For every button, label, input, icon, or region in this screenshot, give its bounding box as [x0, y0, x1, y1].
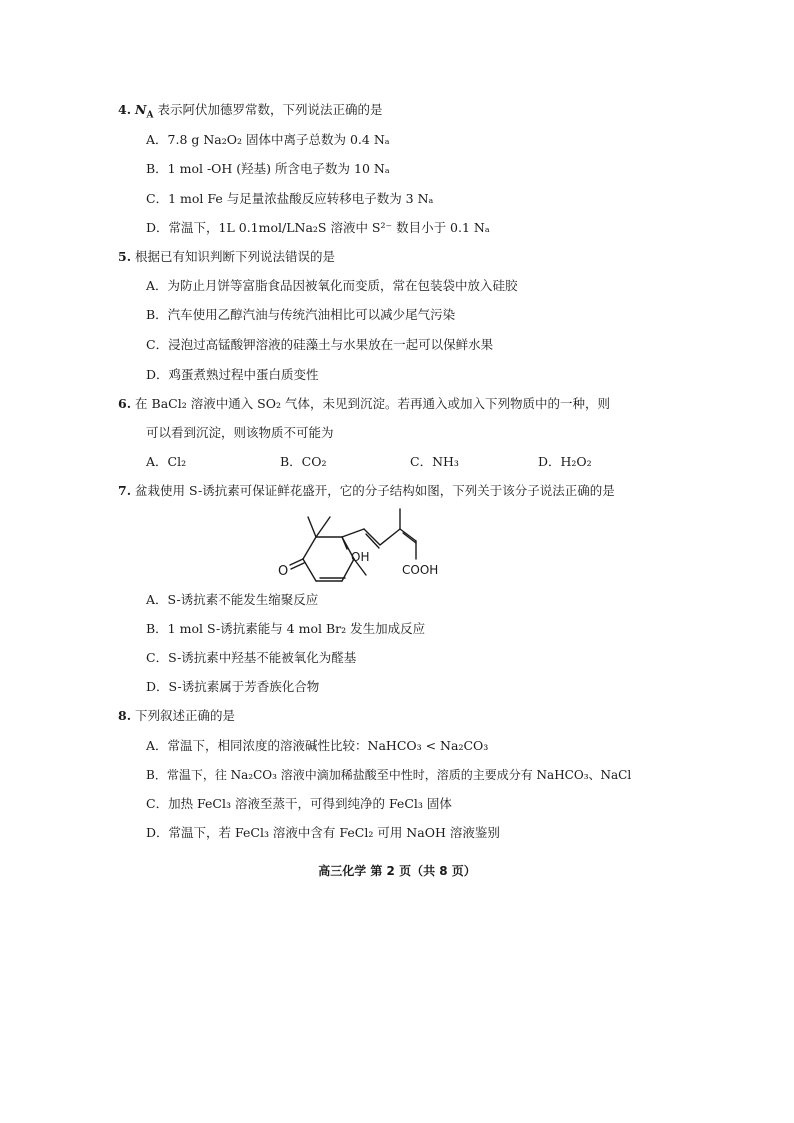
q7-option-b: B．1 mol S-诱抗素能与 4 mol Br₂ 发生加成反应	[146, 621, 426, 636]
q5-number: 5.	[118, 249, 132, 264]
q8-option-c: C．加热 FeCl₃ 溶液至蒸干，可得到纯净的 FeCl₃ 固体	[146, 796, 452, 811]
q8-stem-text: 下列叙述正确的是	[135, 708, 236, 723]
structure-oh-label: OH	[351, 550, 370, 564]
q6-option-a: A．Cl₂	[146, 454, 187, 469]
q8-number: 8.	[118, 708, 132, 723]
q7-stem-text: 盆栽使用 S-诱抗素可保证鲜花盛开，它的分子结构如图，下列关于该分子说法正确的是	[135, 483, 615, 498]
molecular-structure-diagram	[270, 505, 460, 593]
q4-stem	[118, 101, 382, 125]
q6-stem-line2: 可以看到沉淀，则该物质不可能为	[146, 425, 334, 440]
q5-stem	[118, 248, 335, 266]
q7-number: 7.	[118, 483, 132, 498]
q8-option-a: A．常温下，相同浓度的溶液碱性比较：NaHCO₃ < Na₂CO₃	[146, 738, 489, 753]
q6-option-c: C．NH₃	[410, 454, 459, 469]
q4-number: 4.	[118, 102, 132, 117]
q4-option-c: C．1 mol Fe 与足量浓盐酸反应转移电子数为 3 Nₐ	[146, 191, 434, 206]
q4-option-a: A．7.8 g Na₂O₂ 固体中离子总数为 0.4 Nₐ	[146, 132, 390, 147]
q6-number: 6.	[118, 396, 132, 411]
structure-cooh-label: COOH	[402, 563, 439, 577]
q5-option-c: C．浸泡过高锰酸钾溶液的硅藻土与水果放在一起可以保鲜水果	[146, 337, 494, 352]
q6-option-b: B．CO₂	[280, 454, 327, 469]
q7-option-c: C．S-诱抗素中羟基不能被氧化为醛基	[146, 650, 357, 665]
q4-option-b: B．1 mol -OH (羟基) 所含电子数为 10 Nₐ	[146, 161, 390, 176]
q6-stem-line1: 在 BaCl₂ 溶液中通入 SO₂ 气体，未见到沉淀。若再通入或加入下列物质中的一种，则	[135, 396, 610, 411]
q7-option-a: A．S-诱抗素不能发生缩聚反应	[146, 592, 319, 607]
q5-option-d: D．鸡蛋煮熟过程中蛋白质变性	[146, 367, 319, 382]
q4-option-d: D．常温下，1L 0.1mol/LNa₂S 溶液中 S²⁻ 数目小于 0.1 Nₐ	[146, 220, 490, 235]
q7-option-d: D．S-诱抗素属于芳香族化合物	[146, 679, 320, 694]
structure-o-label: O	[278, 564, 289, 579]
page-footer: 高三化学 第 2 页（共 8 页）	[318, 864, 476, 878]
q5-stem-text: 根据已有知识判断下列说法错误的是	[135, 249, 336, 264]
q5-option-b: B．汽车使用乙醇汽油与传统汽油相比可以减少尾气污染	[146, 307, 456, 322]
q4-stem-text: 表示阿伏加德罗常数，下列说法正确的是	[153, 102, 383, 117]
q4-na-subscript: A	[146, 110, 154, 121]
q6-option-d: D．H₂O₂	[538, 454, 592, 469]
q8-option-b: B．常温下，往 Na₂CO₃ 溶液中滴加稀盐酸至中性时，溶质的主要成分有 NaHCO₃、NaCl	[146, 768, 632, 782]
q7-stem	[118, 482, 615, 500]
q4-na-symbol: N	[135, 102, 147, 117]
q8-option-d: D．常温下，若 FeCl₃ 溶液中含有 FeCl₂ 可用 NaOH 溶液鉴别	[146, 825, 500, 840]
q6-stem	[118, 395, 610, 413]
q5-option-a: A．为防止月饼等富脂食品因被氧化而变质，常在包装袋中放入硅胶	[146, 278, 518, 293]
q8-stem	[118, 707, 235, 725]
